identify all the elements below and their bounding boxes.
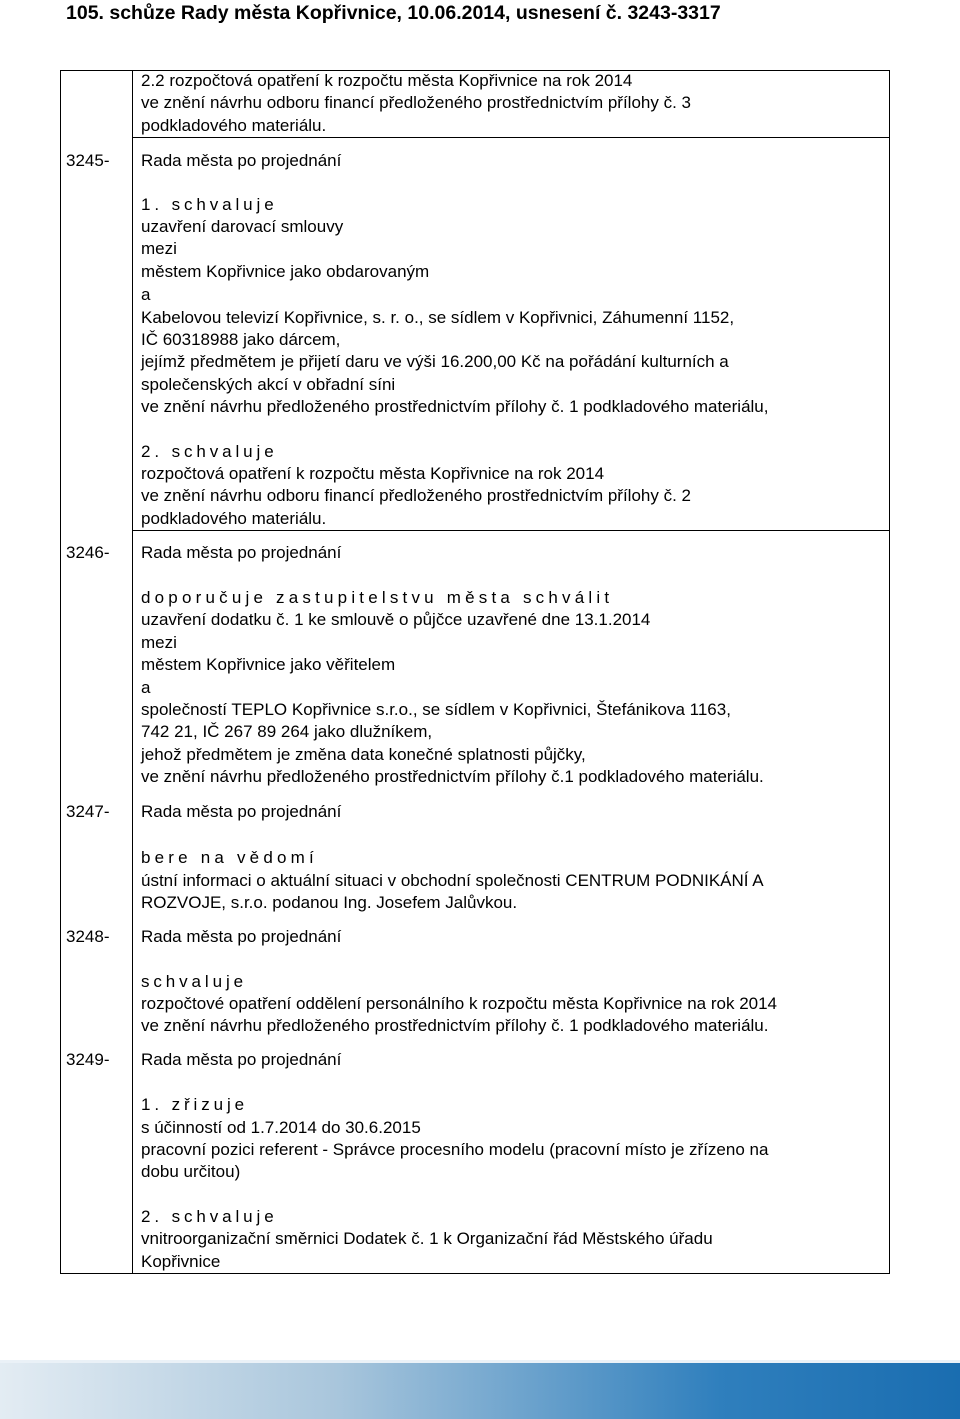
text-line: ve znění návrhu odboru financí předloženého prostřednictvím přílohy č. 2 [141, 486, 691, 505]
text-line: dobu určitou) [141, 1162, 241, 1181]
text-line: rozpočtová opatření k rozpočtu města Kopřivnice na rok 2014 [141, 464, 605, 483]
resolution-keyword: 2. schvaluje [141, 442, 278, 461]
text-line: 2.2 rozpočtová opatření k rozpočtu města Kopřivnice na rok 2014 [141, 71, 633, 90]
text-line: ve znění návrhu odboru financí předloženého prostřednictvím přílohy č. 3 [141, 93, 691, 112]
text-line: pracovní pozici referent - Správce procesního modelu (pracovní místo je zřízeno na [141, 1140, 769, 1159]
resolution-number: 3247- [66, 802, 110, 821]
table-border-bottom [60, 1273, 890, 1274]
resolution-keyword: bere na vědomí [141, 848, 318, 867]
text-line: ve znění návrhu předloženého prostřednictvím přílohy č.1 podkladového materiálu. [141, 767, 764, 786]
resolution-intro: Rada města po projednání [141, 802, 342, 821]
table-border-right [889, 70, 890, 1274]
text-line: uzavření dodatku č. 1 ke smlouvě o půjčce uzavřené dne 13.1.2014 [141, 610, 651, 629]
resolution-keyword: 1. schvaluje [141, 195, 278, 214]
text-line: ústní informaci o aktuální situaci v obchodní společnosti CENTRUM PODNIKÁNÍ A [141, 871, 764, 890]
resolution-intro: Rada města po projednání [141, 543, 342, 562]
text-line: ROZVOJE, s.r.o. podanou Ing. Josefem Jalůvkou. [141, 893, 518, 912]
text-line: městem Kopřivnice jako obdarovaným [141, 262, 430, 281]
row-divider [132, 137, 890, 138]
text-line: s účinností od 1.7.2014 do 30.6.2015 [141, 1118, 421, 1137]
text-line: podkladového materiálu. [141, 509, 327, 528]
footer-decoration [0, 1360, 960, 1419]
text-line: městem Kopřivnice jako věřitelem [141, 655, 396, 674]
text-line: IČ 60318988 jako dárcem, [141, 330, 341, 349]
text-line: rozpočtové opatření oddělení personálního k rozpočtu města Kopřivnice na rok 2014 [141, 994, 778, 1013]
text-line: vnitroorganizační směrnici Dodatek č. 1 k Organizační řád Městského úřadu [141, 1229, 713, 1248]
row-divider [132, 530, 890, 531]
resolution-intro: Rada města po projednání [141, 1050, 342, 1069]
resolution-number: 3249- [66, 1050, 110, 1069]
resolution-number: 3245- [66, 151, 110, 170]
text-line: jejímž předmětem je přijetí daru ve výši 16.200,00 Kč na pořádání kulturních a [141, 352, 729, 371]
resolution-keyword: schvaluje [141, 972, 247, 991]
text-line: společností TEPLO Kopřivnice s.r.o., se sídlem v Kopřivnici, Štefánikova 1163, [141, 700, 731, 719]
text-line: a [141, 678, 151, 697]
text-line: Kopřivnice [141, 1252, 221, 1271]
resolution-number: 3248- [66, 927, 110, 946]
text-line: společenských akcí v obřadní síni [141, 375, 396, 394]
resolution-intro: Rada města po projednání [141, 151, 342, 170]
text-line: 742 21, IČ 267 89 264 jako dlužníkem, [141, 722, 433, 741]
resolution-keyword: doporučuje zastupitelstvu města schválit [141, 588, 614, 607]
resolution-intro: Rada města po projednání [141, 927, 342, 946]
resolution-number: 3246- [66, 543, 110, 562]
text-line: mezi [141, 633, 177, 652]
text-line: podkladového materiálu. [141, 116, 327, 135]
text-line: ve znění návrhu předloženého prostřednictvím přílohy č. 1 podkladového materiálu, [141, 397, 769, 416]
text-line: ve znění návrhu předloženého prostřednictvím přílohy č. 1 podkladového materiálu. [141, 1016, 769, 1035]
table-column-divider [132, 70, 133, 1274]
text-line: mezi [141, 239, 177, 258]
resolution-keyword: 1. zřizuje [141, 1095, 249, 1114]
text-line: uzavření darovací smlouvy [141, 217, 344, 236]
page-title: 105. schůze Rady města Kopřivnice, 10.06.2014, usnesení č. 3243-3317 [66, 2, 721, 24]
text-line: a [141, 285, 151, 304]
table-border-left [60, 70, 61, 1274]
text-line: jehož předmětem je změna data konečné splatnosti půjčky, [141, 745, 586, 764]
footer-strip [0, 1360, 960, 1363]
text-line: Kabelovou televizí Kopřivnice, s. r. o., se sídlem v Kopřivnici, Záhumenní 1152, [141, 308, 735, 327]
resolution-keyword: 2. schvaluje [141, 1207, 278, 1226]
